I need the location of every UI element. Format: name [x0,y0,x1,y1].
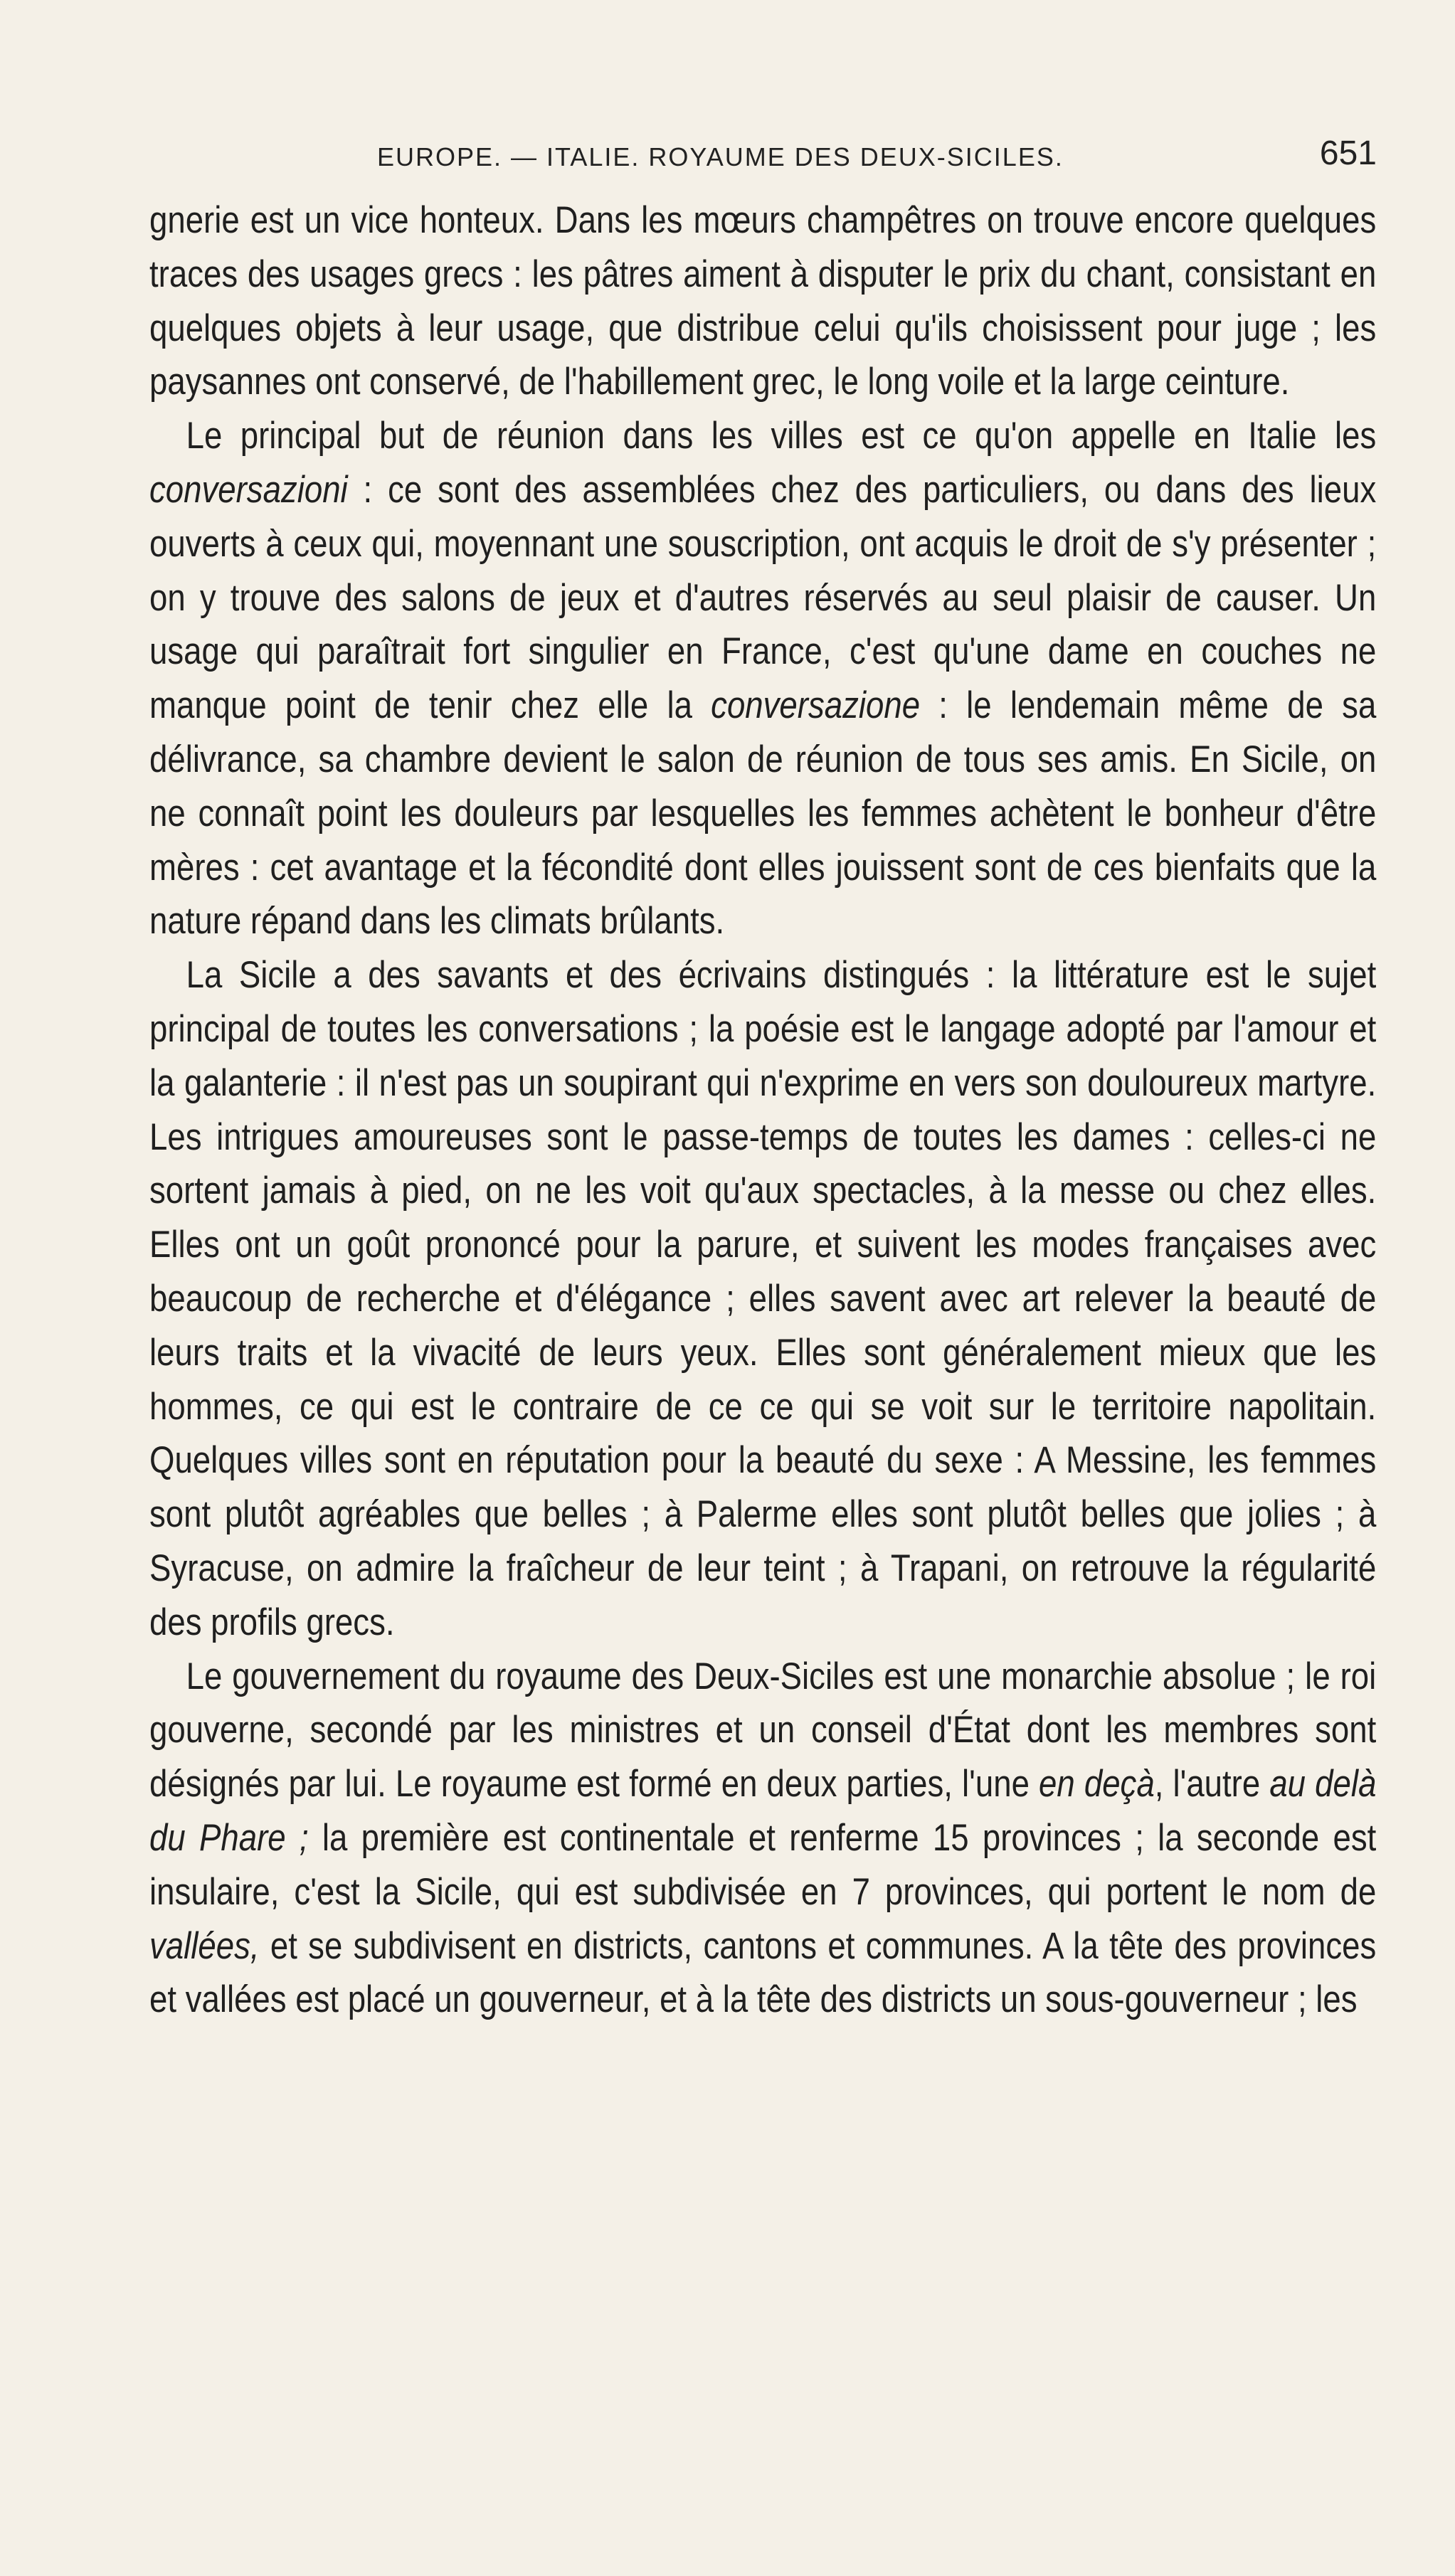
paragraph-text: , l'autre [1154,1763,1270,1806]
paragraph-text: : ce sont des assemblées chez des particuliers, ou dans des lieux ouverts à ceux qui, moyennant une souscription, ont acquis le droit de s'y présenter ; on y trouve des salons de jeux et d'autres réservés au seul plaisir de causer. Un usage qui paraîtrait fort singulier en France, c'est qu'une dame en couches ne manque point de tenir chez elle la [149,468,1377,727]
paragraph-1 [149,194,1376,409]
body-text [149,194,1376,2027]
paragraph-text: : le lendemain même de sa délivrance, sa chambre devient le salon de réunion de tous ses amis. En Sicile, on ne connaît point les douleurs par lesquelles les femmes achètent le bonheur d'être mères : cet avantage et la fécondité dont elles jouissent sont de ces bienfaits que la nature répand dans les climats brûlants. [149,684,1377,943]
paragraph-text: La Sicile a des savants et des écrivains distingués : la littérature est le sujet principal de toutes les conversations ; la poésie est le langage adopté par l'amour et la galanterie : il n'est pas un soupirant qui n'exprime en vers son douloureux martyre. Les intrigues amoureuses sont le passe-temps de toutes les dames : celles-ci ne sortent jamais à pied, on ne les voit qu'aux spectacles, à la messe ou chez elles. Elles ont un goût prononcé pour la parure, et suivent les modes françaises avec beaucoup de recherche et d'élégance ; elles savent avec art relever la beauté de leurs traits et la vivacité de leurs yeux. Elles sont généralement mieux que les hommes, ce qui est le contraire de ce ce qui se voit sur le territoire napolitain. Quelques villes sont en réputation pour la beauté du sexe : A Messine, les femmes sont plutôt agréables que belles ; à Palerme elles sont plutôt belles que jolies ; à Syracuse, on admire la fraîcheur de leur teint ; à Trapani, on retrouve la régularité des profils grecs. [149,954,1377,1643]
paragraph-4 [149,1650,1376,2028]
paragraph-text: gnerie est un vice honteux. Dans les mœurs champêtres on trouve encore quelques traces des usages grecs : les pâtres aiment à disputer le prix du chant, consistant en quelques objets à leur usage, que distribue celui qu'ils choisissent pour juge ; les paysannes ont conservé, de l'habillement grec, le long voile et la large ceinture. [149,199,1377,403]
paragraph-text: la première est continentale et renferme 15 provinces ; la seconde est insulaire, c'est la Sicile, qui est subdivisée en 7 provinces, qui portent le nom de [149,1816,1377,1913]
italic-term: au delà du Phare ; [149,1763,1377,1859]
paragraph-text: Le principal but de réunion dans les villes est ce qu'on appelle en Italie les [186,415,1377,457]
italic-term: conversazioni [149,468,348,511]
paragraph-text: Le gouvernement du royaume des Deux-Siciles est une monarchie absolue ; le roi gouverne, secondé par les ministres et un conseil d'État dont les membres sont désignés par lui. Le royaume est formé en deux parties, l'une [149,1655,1377,1806]
page-header [149,134,1377,184]
paragraph-3 [149,948,1376,1649]
italic-term: conversazione [711,684,921,727]
paragraph-text: et se subdivisent en districts, cantons et communes. A la tête des provinces et vallées est placé un gouverneur, et à la tête des districts un sous-gouverneur ; les [149,1924,1377,2021]
running-title: EUROPE. — ITALIE. ROYAUME DES DEUX-SICILES. [377,142,1064,171]
italic-term: vallées, [149,1924,260,1967]
page-number: 651 [1319,134,1377,172]
paragraph-2 [149,409,1376,948]
italic-term: en deçà [1039,1763,1155,1806]
